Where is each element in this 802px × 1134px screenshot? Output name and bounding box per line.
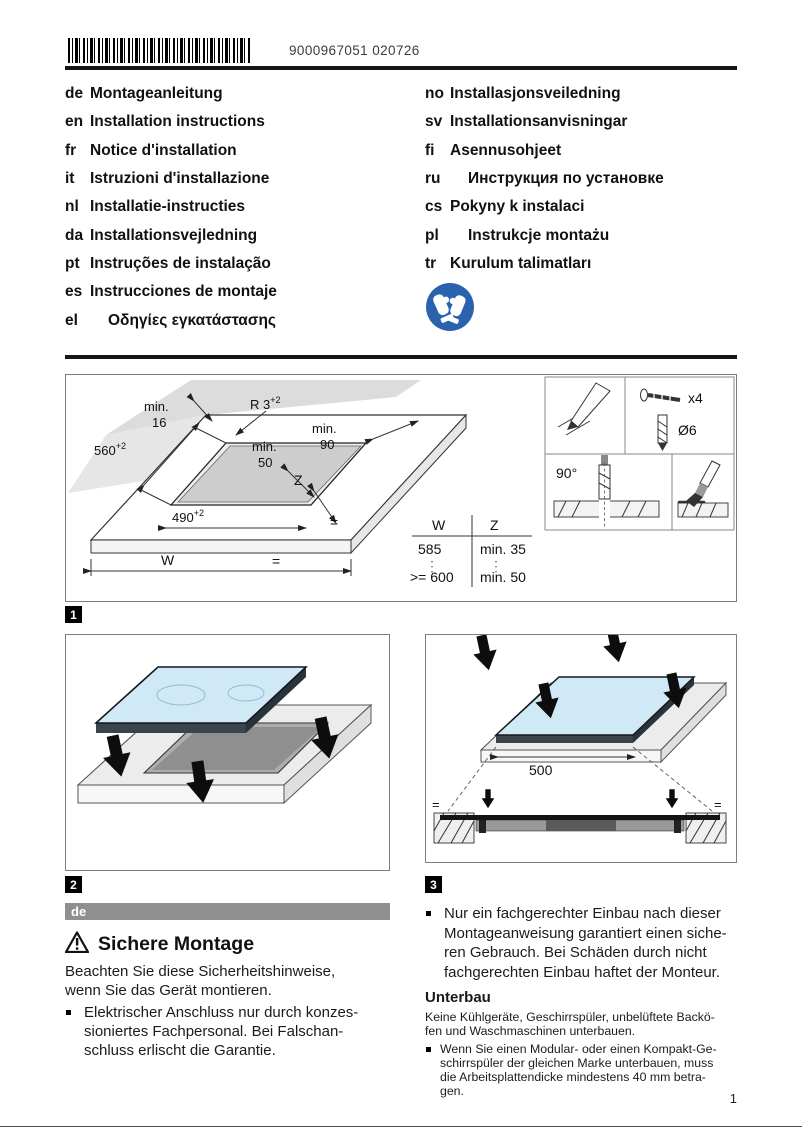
drill-angle-label: 90°	[556, 465, 578, 481]
page-title: Sichere Montage	[98, 933, 255, 955]
language-item-sv	[425, 108, 737, 136]
language-item-el	[65, 306, 415, 334]
language-label: Installation instructions	[90, 113, 265, 131]
dim-radius: R $3^{+2}$	[250, 395, 281, 412]
language-item-pt	[65, 250, 415, 278]
drill-diameter-label: Ø6	[678, 422, 697, 438]
language-code: fr	[65, 141, 77, 159]
text-line: Elektrischer Anschluss nur durch konzes-	[84, 1004, 359, 1021]
bullet-dishwasher	[425, 1042, 740, 1098]
equal-mark: =	[714, 797, 722, 812]
language-code: ru	[425, 170, 441, 188]
language-item-it	[65, 165, 415, 193]
language-item-cs	[425, 193, 737, 221]
cross-section	[432, 789, 726, 843]
equal-mark: =	[330, 514, 339, 530]
language-code: it	[65, 170, 75, 188]
language-item-no	[425, 80, 737, 108]
bullet-icon	[426, 911, 431, 916]
language-item-en	[65, 108, 415, 136]
bullet-icon	[66, 1010, 71, 1015]
table-cell: >= 600	[410, 569, 454, 585]
bullet-professional-installation	[425, 904, 740, 982]
text-line: Wenn Sie einen Modular- oder einen Kompakt-Ge-	[440, 1042, 717, 1056]
wz-table	[410, 515, 532, 587]
figure1-number-badge: 1	[65, 606, 82, 623]
language-code: sv	[425, 113, 443, 131]
language-item-nl	[65, 193, 415, 221]
screw-icon	[641, 389, 681, 403]
language-item-da	[65, 221, 415, 249]
table-header-w: W	[432, 517, 446, 533]
language-label: Instrucciones de montaje	[90, 283, 277, 301]
text-line: Beachten Sie diese Sicherheitshinweise,	[65, 963, 336, 980]
text-line: fen und Waschmaschinen unterbauen.	[425, 1024, 636, 1038]
language-item-ru	[425, 165, 737, 193]
language-code: nl	[65, 198, 79, 216]
language-code: pl	[425, 226, 439, 244]
language-item-fr	[65, 137, 415, 165]
clamp-left	[479, 820, 486, 833]
text-line: sioniertes Fachpersonal. Bei Falschan-	[84, 1023, 344, 1040]
table-cell: min. 35	[480, 541, 526, 557]
language-label: Installatie-instructies	[90, 198, 246, 216]
intro-paragraph	[65, 962, 395, 1000]
bullet-text	[440, 1042, 717, 1098]
table-cell: 585	[418, 541, 442, 557]
dim-min90: min.	[312, 421, 337, 436]
figure3-number-badge: 3	[425, 876, 442, 893]
warning-icon	[65, 931, 89, 958]
down-arrow-icon	[666, 789, 679, 808]
down-arrow-icon	[470, 635, 501, 673]
text-line: gen.	[440, 1084, 464, 1098]
language-label: Installationsanvisningar	[450, 113, 628, 131]
barcode	[68, 38, 250, 63]
svg-text:90: 90	[320, 437, 335, 452]
dim-560: $560^{+2}$	[94, 441, 126, 458]
language-code: el	[65, 311, 78, 329]
language-code: fi	[425, 141, 435, 159]
down-arrow-icon	[600, 635, 631, 665]
figure2-number-badge: 2	[65, 876, 82, 893]
drill-bit-icon	[658, 415, 667, 451]
language-code: cs	[425, 198, 443, 216]
language-label: Notice d'installation	[90, 141, 237, 159]
text-line: fachgerechten Einbau haftet der Monteur.	[444, 963, 721, 981]
language-label: Istruzioni d'installazione	[90, 170, 270, 188]
screw-count-label: x4	[688, 390, 703, 406]
text-line: ren Gebrauch. Bei Schäden durch nicht	[444, 944, 707, 961]
page-number: 1	[729, 1091, 737, 1106]
language-label: Οδηγίες εγκατάστασης	[108, 311, 276, 329]
language-item-de	[65, 80, 415, 108]
text-line: Nur ein fachgerechter Einbau nach dieser	[444, 905, 721, 922]
language-code: da	[65, 226, 84, 244]
language-label: Инструкция по установке	[468, 170, 664, 188]
hob-glass-profile	[440, 815, 720, 820]
figure-fix-hob	[425, 634, 737, 863]
sealant-brush-icon	[678, 461, 728, 517]
language-code: de	[65, 85, 84, 103]
protective-gloves-icon	[425, 282, 475, 332]
language-label: Instruções de instalação	[90, 254, 271, 272]
language-code: en	[65, 113, 84, 131]
table-header-z: Z	[490, 517, 499, 533]
language-label: Installasjonsveiledning	[450, 85, 621, 103]
text-line: Montageanweisung garantiert einen siche-	[444, 924, 727, 942]
language-code: tr	[425, 254, 437, 272]
equal-mark: =	[432, 797, 440, 812]
language-item-pl	[425, 221, 737, 249]
svg-text:16: 16	[152, 415, 167, 430]
subsection-heading-unterbau: Unterbau	[425, 989, 491, 1006]
text-line: wenn Sie das Gerät montieren.	[65, 982, 272, 999]
language-label: Instrukcje montażu	[468, 226, 610, 244]
bullet-electrical-connection	[65, 1003, 395, 1060]
language-item-fi	[425, 137, 737, 165]
svg-text:50: 50	[258, 455, 273, 470]
language-label: Installationsvejledning	[90, 226, 258, 244]
text-line: schirrspüler der gleichen Marke unterbauen, muss	[440, 1056, 714, 1070]
hob-body-profile	[546, 820, 616, 831]
table-cell: min. 50	[480, 569, 526, 585]
dim-min50: min.	[252, 439, 277, 454]
tool-panels	[545, 377, 734, 530]
language-label: Asennusohjeet	[450, 141, 562, 159]
language-item-tr	[425, 250, 737, 278]
unterbau-paragraph	[425, 1010, 740, 1038]
bullet-text	[84, 1003, 358, 1060]
figure-insert-hob	[65, 634, 390, 871]
bullet-text	[444, 904, 727, 982]
dim-w: W	[161, 552, 175, 568]
language-label: Montageanleitung	[90, 85, 223, 103]
divider-middle	[65, 355, 737, 359]
language-item-es	[65, 278, 415, 306]
divider-top	[65, 66, 737, 70]
text-line: schluss erlischt die Garantie.	[84, 1042, 276, 1059]
bullet-icon	[426, 1047, 431, 1052]
part-number: 9000967051 020726	[289, 43, 420, 58]
equal-mark: =	[272, 553, 281, 569]
language-list-right	[425, 80, 737, 278]
language-code: no	[425, 85, 444, 103]
down-arrow-icon	[482, 789, 495, 808]
language-code: es	[65, 283, 83, 301]
dim-z: Z	[294, 472, 303, 488]
language-label: Kurulum talimatları	[450, 254, 592, 272]
dim-490: $490^{+2}$	[172, 508, 204, 525]
figure-cutout-dimensions	[65, 374, 737, 602]
language-list-left	[65, 80, 415, 335]
dim-500: 500	[529, 762, 553, 778]
safety-heading-row	[65, 931, 395, 958]
text-line: die Arbeitsplattendicke mindestens 40 mm betra-	[440, 1070, 706, 1084]
clamp-right	[674, 820, 681, 833]
text-line: Keine Kühlgeräte, Geschirrspüler, unbelüftete Backö-	[425, 1010, 715, 1024]
pencil-icon	[558, 383, 610, 435]
language-section-tag: de	[65, 903, 390, 920]
language-code: pt	[65, 254, 80, 272]
divider-bottom	[0, 1126, 802, 1127]
dim-min16: min.	[144, 399, 169, 414]
language-label: Pokyny k instalaci	[450, 198, 585, 216]
